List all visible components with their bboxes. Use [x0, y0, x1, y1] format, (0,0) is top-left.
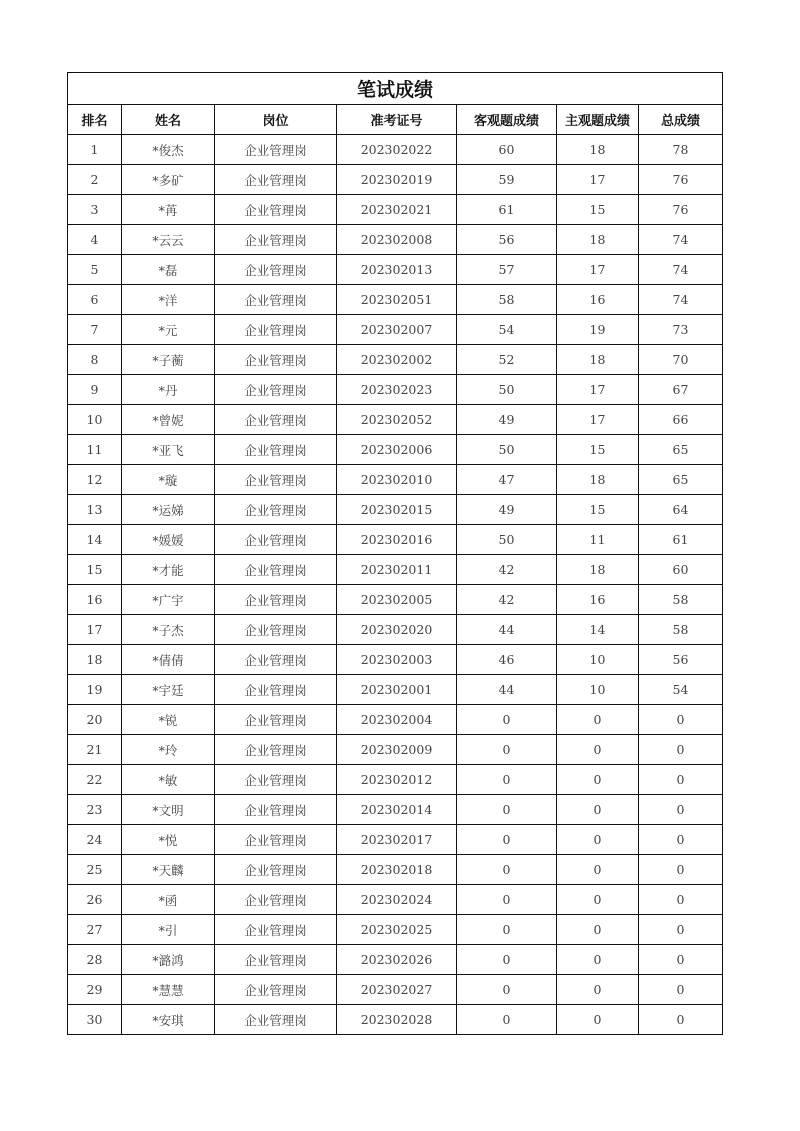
name-cell: *运娣 [122, 495, 215, 525]
rank-cell: 3 [68, 195, 122, 225]
objective-score-cell: 0 [457, 945, 557, 975]
table-row [68, 585, 723, 615]
exam-id-cell: 202302019 [337, 165, 457, 195]
position-cell: 企业管理岗 [215, 975, 337, 1005]
total-score-cell: 0 [639, 855, 723, 885]
subjective-score-cell: 17 [557, 255, 639, 285]
rank-cell: 23 [68, 795, 122, 825]
table-row [68, 495, 723, 525]
table-row [68, 165, 723, 195]
subjective-score-cell: 17 [557, 375, 639, 405]
name-cell: *磊 [122, 255, 215, 285]
table-row [68, 435, 723, 465]
subjective-score-cell: 0 [557, 1005, 639, 1035]
objective-score-cell: 0 [457, 735, 557, 765]
rank-cell: 21 [68, 735, 122, 765]
total-score-cell: 0 [639, 735, 723, 765]
name-cell: *才能 [122, 555, 215, 585]
header-row [68, 105, 723, 135]
exam-id-cell: 202302011 [337, 555, 457, 585]
position-cell: 企业管理岗 [215, 615, 337, 645]
table-row [68, 735, 723, 765]
exam-id-cell: 202302016 [337, 525, 457, 555]
subjective-score-cell: 18 [557, 225, 639, 255]
subjective-score-cell: 15 [557, 495, 639, 525]
subjective-score-cell: 10 [557, 675, 639, 705]
objective-score-cell: 50 [457, 435, 557, 465]
exam-id-cell: 202302025 [337, 915, 457, 945]
name-cell: *苒 [122, 195, 215, 225]
position-cell: 企业管理岗 [215, 645, 337, 675]
name-cell: *洋 [122, 285, 215, 315]
exam-id-cell: 202302052 [337, 405, 457, 435]
objective-score-cell: 61 [457, 195, 557, 225]
exam-id-cell: 202302023 [337, 375, 457, 405]
rank-cell: 9 [68, 375, 122, 405]
position-cell: 企业管理岗 [215, 285, 337, 315]
exam-id-cell: 202302017 [337, 825, 457, 855]
name-cell: *俊杰 [122, 135, 215, 165]
total-score-cell: 58 [639, 585, 723, 615]
total-score-cell: 0 [639, 975, 723, 1005]
objective-score-cell: 49 [457, 405, 557, 435]
name-cell: *多矿 [122, 165, 215, 195]
exam-id-cell: 202302020 [337, 615, 457, 645]
total-score-cell: 64 [639, 495, 723, 525]
rank-cell: 12 [68, 465, 122, 495]
objective-score-cell: 46 [457, 645, 557, 675]
rank-cell: 18 [68, 645, 122, 675]
table-body [68, 135, 723, 1035]
table-row [68, 465, 723, 495]
position-cell: 企业管理岗 [215, 915, 337, 945]
exam-id-cell: 202302006 [337, 435, 457, 465]
objective-score-cell: 52 [457, 345, 557, 375]
header-position: 岗位 [215, 105, 337, 135]
subjective-score-cell: 0 [557, 765, 639, 795]
exam-id-cell: 202302014 [337, 795, 457, 825]
exam-id-cell: 202302022 [337, 135, 457, 165]
rank-cell: 16 [68, 585, 122, 615]
header-name: 姓名 [122, 105, 215, 135]
table-row [68, 645, 723, 675]
rank-cell: 27 [68, 915, 122, 945]
objective-score-cell: 0 [457, 795, 557, 825]
rank-cell: 15 [68, 555, 122, 585]
rank-cell: 29 [68, 975, 122, 1005]
exam-id-cell: 202302024 [337, 885, 457, 915]
objective-score-cell: 0 [457, 915, 557, 945]
exam-id-cell: 202302012 [337, 765, 457, 795]
total-score-cell: 0 [639, 1005, 723, 1035]
subjective-score-cell: 0 [557, 705, 639, 735]
name-cell: *潞鸿 [122, 945, 215, 975]
position-cell: 企业管理岗 [215, 855, 337, 885]
position-cell: 企业管理岗 [215, 135, 337, 165]
objective-score-cell: 56 [457, 225, 557, 255]
objective-score-cell: 44 [457, 675, 557, 705]
subjective-score-cell: 0 [557, 915, 639, 945]
exam-id-cell: 202302001 [337, 675, 457, 705]
table-row [68, 525, 723, 555]
name-cell: *文明 [122, 795, 215, 825]
title-row [68, 73, 723, 105]
subjective-score-cell: 18 [557, 345, 639, 375]
rank-cell: 5 [68, 255, 122, 285]
table-row [68, 885, 723, 915]
exam-id-cell: 202302018 [337, 855, 457, 885]
objective-score-cell: 44 [457, 615, 557, 645]
subjective-score-cell: 17 [557, 165, 639, 195]
objective-score-cell: 42 [457, 585, 557, 615]
position-cell: 企业管理岗 [215, 465, 337, 495]
exam-id-cell: 202302051 [337, 285, 457, 315]
rank-cell: 24 [68, 825, 122, 855]
total-score-cell: 0 [639, 915, 723, 945]
name-cell: *天麟 [122, 855, 215, 885]
name-cell: *敏 [122, 765, 215, 795]
score-table [67, 72, 723, 1035]
subjective-score-cell: 19 [557, 315, 639, 345]
exam-id-cell: 202302007 [337, 315, 457, 345]
table-row [68, 765, 723, 795]
name-cell: *广宇 [122, 585, 215, 615]
total-score-cell: 61 [639, 525, 723, 555]
subjective-score-cell: 0 [557, 945, 639, 975]
table-row [68, 255, 723, 285]
position-cell: 企业管理岗 [215, 165, 337, 195]
total-score-cell: 76 [639, 165, 723, 195]
total-score-cell: 67 [639, 375, 723, 405]
rank-cell: 7 [68, 315, 122, 345]
name-cell: *云云 [122, 225, 215, 255]
rank-cell: 28 [68, 945, 122, 975]
rank-cell: 2 [68, 165, 122, 195]
table-row [68, 315, 723, 345]
total-score-cell: 0 [639, 825, 723, 855]
position-cell: 企业管理岗 [215, 255, 337, 285]
subjective-score-cell: 18 [557, 135, 639, 165]
position-cell: 企业管理岗 [215, 405, 337, 435]
objective-score-cell: 47 [457, 465, 557, 495]
subjective-score-cell: 18 [557, 465, 639, 495]
total-score-cell: 65 [639, 435, 723, 465]
objective-score-cell: 49 [457, 495, 557, 525]
objective-score-cell: 58 [457, 285, 557, 315]
exam-id-cell: 202302021 [337, 195, 457, 225]
objective-score-cell: 0 [457, 825, 557, 855]
exam-id-cell: 202302008 [337, 225, 457, 255]
name-cell: *安琪 [122, 1005, 215, 1035]
subjective-score-cell: 0 [557, 825, 639, 855]
exam-id-cell: 202302004 [337, 705, 457, 735]
table-row [68, 405, 723, 435]
subjective-score-cell: 0 [557, 795, 639, 825]
rank-cell: 4 [68, 225, 122, 255]
position-cell: 企业管理岗 [215, 435, 337, 465]
exam-id-cell: 202302028 [337, 1005, 457, 1035]
subjective-score-cell: 16 [557, 585, 639, 615]
total-score-cell: 0 [639, 765, 723, 795]
position-cell: 企业管理岗 [215, 195, 337, 225]
subjective-score-cell: 11 [557, 525, 639, 555]
position-cell: 企业管理岗 [215, 825, 337, 855]
exam-id-cell: 202302013 [337, 255, 457, 285]
rank-cell: 20 [68, 705, 122, 735]
subjective-score-cell: 18 [557, 555, 639, 585]
exam-id-cell: 202302010 [337, 465, 457, 495]
name-cell: *慧慧 [122, 975, 215, 1005]
total-score-cell: 74 [639, 285, 723, 315]
total-score-cell: 73 [639, 315, 723, 345]
total-score-cell: 0 [639, 945, 723, 975]
total-score-cell: 65 [639, 465, 723, 495]
table-row [68, 195, 723, 225]
table-row [68, 1005, 723, 1035]
name-cell: *引 [122, 915, 215, 945]
name-cell: *丹 [122, 375, 215, 405]
objective-score-cell: 50 [457, 525, 557, 555]
subjective-score-cell: 17 [557, 405, 639, 435]
exam-id-cell: 202302005 [337, 585, 457, 615]
exam-id-cell: 202302003 [337, 645, 457, 675]
exam-id-cell: 202302015 [337, 495, 457, 525]
name-cell: *亚飞 [122, 435, 215, 465]
rank-cell: 26 [68, 885, 122, 915]
name-cell: *倩倩 [122, 645, 215, 675]
objective-score-cell: 0 [457, 885, 557, 915]
rank-cell: 10 [68, 405, 122, 435]
table-row [68, 795, 723, 825]
objective-score-cell: 0 [457, 975, 557, 1005]
total-score-cell: 76 [639, 195, 723, 225]
total-score-cell: 74 [639, 225, 723, 255]
objective-score-cell: 0 [457, 705, 557, 735]
rank-cell: 1 [68, 135, 122, 165]
exam-id-cell: 202302026 [337, 945, 457, 975]
objective-score-cell: 0 [457, 1005, 557, 1035]
position-cell: 企业管理岗 [215, 675, 337, 705]
total-score-cell: 58 [639, 615, 723, 645]
rank-cell: 19 [68, 675, 122, 705]
objective-score-cell: 50 [457, 375, 557, 405]
position-cell: 企业管理岗 [215, 765, 337, 795]
name-cell: *曾妮 [122, 405, 215, 435]
subjective-score-cell: 0 [557, 855, 639, 885]
position-cell: 企业管理岗 [215, 1005, 337, 1035]
position-cell: 企业管理岗 [215, 225, 337, 255]
rank-cell: 25 [68, 855, 122, 885]
name-cell: *璇 [122, 465, 215, 495]
table-row [68, 285, 723, 315]
subjective-score-cell: 0 [557, 885, 639, 915]
total-score-cell: 70 [639, 345, 723, 375]
total-score-cell: 0 [639, 885, 723, 915]
rank-cell: 11 [68, 435, 122, 465]
rank-cell: 30 [68, 1005, 122, 1035]
header-objective-score: 客观题成绩 [457, 105, 557, 135]
position-cell: 企业管理岗 [215, 795, 337, 825]
table-row [68, 675, 723, 705]
objective-score-cell: 54 [457, 315, 557, 345]
subjective-score-cell: 0 [557, 735, 639, 765]
table-title: 笔试成绩 [68, 73, 723, 105]
name-cell: *子蘅 [122, 345, 215, 375]
table-row [68, 825, 723, 855]
total-score-cell: 56 [639, 645, 723, 675]
exam-id-cell: 202302027 [337, 975, 457, 1005]
position-cell: 企业管理岗 [215, 945, 337, 975]
header-exam-id: 准考证号 [337, 105, 457, 135]
table-row [68, 705, 723, 735]
table-row [68, 945, 723, 975]
name-cell: *锐 [122, 705, 215, 735]
rank-cell: 22 [68, 765, 122, 795]
position-cell: 企业管理岗 [215, 735, 337, 765]
name-cell: *元 [122, 315, 215, 345]
name-cell: *宇廷 [122, 675, 215, 705]
name-cell: *函 [122, 885, 215, 915]
position-cell: 企业管理岗 [215, 495, 337, 525]
total-score-cell: 66 [639, 405, 723, 435]
objective-score-cell: 0 [457, 855, 557, 885]
table-row [68, 975, 723, 1005]
table-row [68, 225, 723, 255]
name-cell: *子杰 [122, 615, 215, 645]
position-cell: 企业管理岗 [215, 525, 337, 555]
name-cell: *玲 [122, 735, 215, 765]
rank-cell: 17 [68, 615, 122, 645]
rank-cell: 14 [68, 525, 122, 555]
subjective-score-cell: 0 [557, 975, 639, 1005]
subjective-score-cell: 15 [557, 435, 639, 465]
total-score-cell: 0 [639, 795, 723, 825]
header-total-score: 总成绩 [639, 105, 723, 135]
table-row [68, 345, 723, 375]
name-cell: *媛媛 [122, 525, 215, 555]
header-subjective-score: 主观题成绩 [557, 105, 639, 135]
total-score-cell: 74 [639, 255, 723, 285]
total-score-cell: 0 [639, 705, 723, 735]
table-row [68, 375, 723, 405]
subjective-score-cell: 15 [557, 195, 639, 225]
subjective-score-cell: 16 [557, 285, 639, 315]
position-cell: 企业管理岗 [215, 555, 337, 585]
objective-score-cell: 0 [457, 765, 557, 795]
table-row [68, 915, 723, 945]
total-score-cell: 78 [639, 135, 723, 165]
rank-cell: 8 [68, 345, 122, 375]
objective-score-cell: 42 [457, 555, 557, 585]
exam-id-cell: 202302009 [337, 735, 457, 765]
rank-cell: 6 [68, 285, 122, 315]
total-score-cell: 54 [639, 675, 723, 705]
exam-id-cell: 202302002 [337, 345, 457, 375]
subjective-score-cell: 14 [557, 615, 639, 645]
table-row [68, 135, 723, 165]
rank-cell: 13 [68, 495, 122, 525]
position-cell: 企业管理岗 [215, 885, 337, 915]
subjective-score-cell: 10 [557, 645, 639, 675]
position-cell: 企业管理岗 [215, 705, 337, 735]
name-cell: *悦 [122, 825, 215, 855]
objective-score-cell: 60 [457, 135, 557, 165]
header-rank: 排名 [68, 105, 122, 135]
position-cell: 企业管理岗 [215, 345, 337, 375]
position-cell: 企业管理岗 [215, 315, 337, 345]
objective-score-cell: 59 [457, 165, 557, 195]
table-row [68, 555, 723, 585]
total-score-cell: 60 [639, 555, 723, 585]
table-row [68, 615, 723, 645]
table-row [68, 855, 723, 885]
position-cell: 企业管理岗 [215, 585, 337, 615]
objective-score-cell: 57 [457, 255, 557, 285]
position-cell: 企业管理岗 [215, 375, 337, 405]
